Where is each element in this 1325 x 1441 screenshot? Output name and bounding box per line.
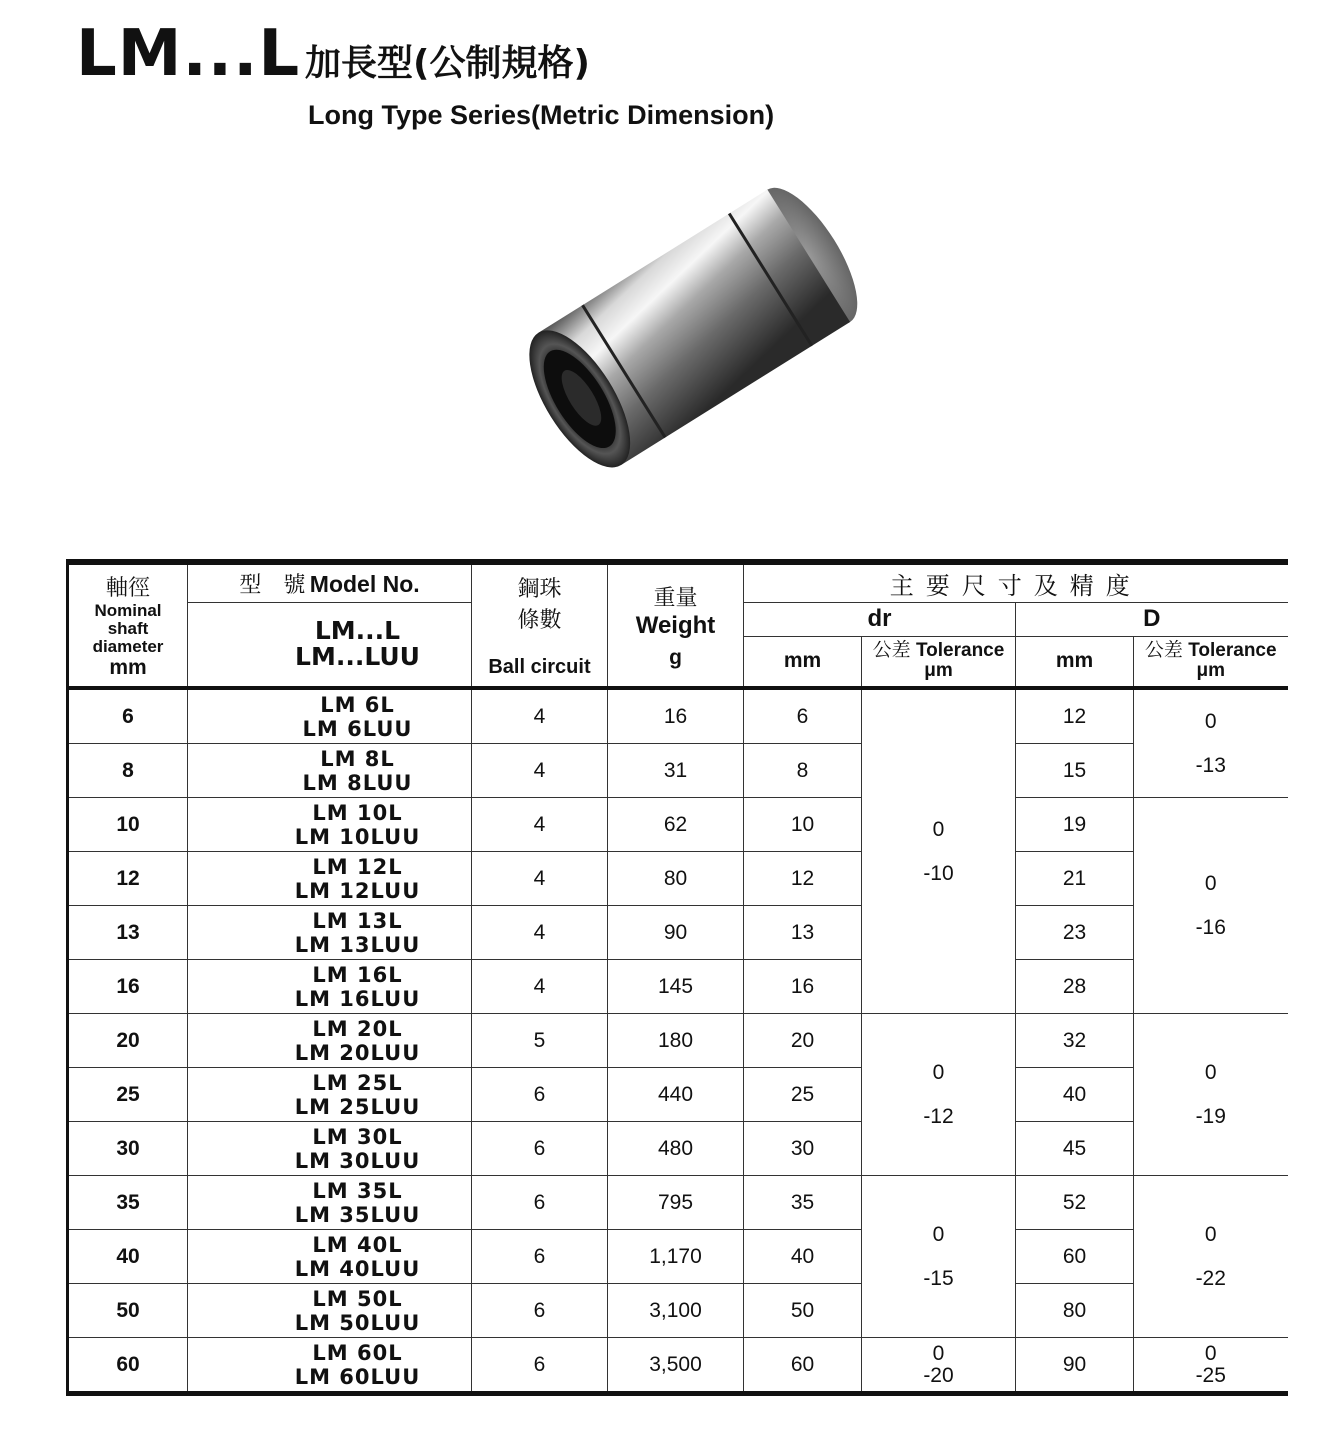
dr-tol-upper: 0 bbox=[932, 1341, 945, 1365]
cell-ball: 4 bbox=[472, 688, 608, 744]
cell-model bbox=[188, 1014, 472, 1068]
table-row bbox=[68, 1338, 1288, 1394]
cell-dr: 35 bbox=[744, 1176, 862, 1230]
cell-ball: 4 bbox=[472, 960, 608, 1014]
cell-D: 90 bbox=[1016, 1338, 1134, 1394]
cell-D: 40 bbox=[1016, 1068, 1134, 1122]
cell-model-luu: LM 12LUU bbox=[294, 878, 421, 903]
spec-table bbox=[66, 559, 1288, 1396]
cell-weight: 1,170 bbox=[608, 1230, 744, 1284]
cell-D-tolerance bbox=[1134, 688, 1288, 798]
dr-tol-lower: -15 bbox=[923, 1266, 954, 1290]
header-shaft-en-3: diameter bbox=[92, 637, 164, 656]
cell-shaft: 50 bbox=[68, 1284, 188, 1338]
cell-dr: 6 bbox=[744, 688, 862, 744]
cell-model-luu: LM 16LUU bbox=[294, 986, 421, 1011]
cell-model bbox=[188, 1284, 472, 1338]
cell-dr: 60 bbox=[744, 1338, 862, 1394]
table-row bbox=[68, 1176, 1288, 1230]
header-D-mm: mm bbox=[1016, 636, 1134, 688]
D-tol-upper: 0 bbox=[1204, 1222, 1217, 1246]
cell-dr: 12 bbox=[744, 852, 862, 906]
cell-D: 32 bbox=[1016, 1014, 1134, 1068]
cell-D: 19 bbox=[1016, 798, 1134, 852]
header-main-dims: 主要尺寸及精度 bbox=[744, 562, 1288, 602]
cell-ball: 5 bbox=[472, 1014, 608, 1068]
cell-dr-tolerance bbox=[862, 1014, 1016, 1176]
D-tol-lower: -13 bbox=[1195, 753, 1226, 777]
cell-weight: 31 bbox=[608, 744, 744, 798]
cell-model-l: LM 13L bbox=[312, 908, 403, 933]
cell-D: 52 bbox=[1016, 1176, 1134, 1230]
page-title-cn: 加長型(公制規格) bbox=[305, 43, 590, 84]
cell-model-luu: LM 25LUU bbox=[294, 1094, 421, 1119]
dr-tol-upper: 0 bbox=[932, 817, 945, 841]
cell-model-l: LM 40L bbox=[312, 1232, 403, 1257]
page-title: LM...L bbox=[76, 17, 301, 91]
cell-dr-tolerance bbox=[862, 1338, 1016, 1394]
cell-model-l: LM 25L bbox=[312, 1070, 403, 1095]
header-ball-cn-2: 條數 bbox=[517, 607, 562, 632]
D-tol-upper: 0 bbox=[1204, 871, 1217, 895]
D-tol-lower: -22 bbox=[1195, 1266, 1226, 1290]
cell-D: 80 bbox=[1016, 1284, 1134, 1338]
header-weight-cn: 重量 bbox=[653, 585, 698, 610]
cell-weight: 440 bbox=[608, 1068, 744, 1122]
header-dr-tol-unit: μm bbox=[924, 660, 953, 682]
cell-D: 12 bbox=[1016, 688, 1134, 744]
dr-tol-lower: -10 bbox=[923, 861, 954, 885]
header-D-tol-unit: μm bbox=[1196, 660, 1226, 682]
cell-shaft: 40 bbox=[68, 1230, 188, 1284]
dr-tol-upper: 0 bbox=[932, 1222, 945, 1246]
header-D-tolerance bbox=[1134, 636, 1288, 688]
header-dr-tol-cn: 公差 bbox=[872, 640, 911, 662]
cell-model bbox=[188, 852, 472, 906]
cell-model-luu: LM 30LUU bbox=[294, 1148, 421, 1173]
cell-model-l: LM 10L bbox=[312, 800, 403, 825]
cell-ball: 6 bbox=[472, 1176, 608, 1230]
cell-model-luu: LM 40LUU bbox=[294, 1256, 421, 1281]
cell-model-l: LM 60L bbox=[312, 1340, 403, 1365]
D-tol-lower: -25 bbox=[1195, 1363, 1226, 1387]
header-D-tol-cn: 公差 bbox=[1144, 640, 1183, 662]
table-body bbox=[68, 688, 1288, 1394]
table-row bbox=[68, 798, 1288, 852]
cell-weight: 62 bbox=[608, 798, 744, 852]
cell-dr-tolerance bbox=[862, 688, 1016, 1014]
cell-model-luu: LM 6LUU bbox=[302, 716, 413, 741]
cell-weight: 480 bbox=[608, 1122, 744, 1176]
cell-dr: 8 bbox=[744, 744, 862, 798]
cell-shaft: 30 bbox=[68, 1122, 188, 1176]
dr-tol-upper: 0 bbox=[932, 1060, 945, 1084]
cell-model-luu: LM 10LUU bbox=[294, 824, 421, 849]
cell-weight: 16 bbox=[608, 688, 744, 744]
cell-D: 28 bbox=[1016, 960, 1134, 1014]
D-tol-lower: -19 bbox=[1195, 1104, 1226, 1128]
header-D: D bbox=[1016, 602, 1288, 636]
cell-dr: 40 bbox=[744, 1230, 862, 1284]
cell-shaft: 8 bbox=[68, 744, 188, 798]
cell-D: 60 bbox=[1016, 1230, 1134, 1284]
cell-weight: 80 bbox=[608, 852, 744, 906]
cell-model-luu: LM 60LUU bbox=[294, 1364, 421, 1389]
header-D-tol-en: Tolerance bbox=[1188, 640, 1277, 662]
cell-ball: 6 bbox=[472, 1068, 608, 1122]
cell-weight: 90 bbox=[608, 906, 744, 960]
cell-ball: 4 bbox=[472, 744, 608, 798]
header-dr-tol-en: Tolerance bbox=[915, 640, 1005, 662]
cell-D-tolerance bbox=[1134, 1176, 1288, 1338]
cell-model bbox=[188, 906, 472, 960]
cell-ball: 6 bbox=[472, 1284, 608, 1338]
cell-model-luu: LM 13LUU bbox=[294, 932, 421, 957]
cell-model-l: LM 6L bbox=[320, 692, 395, 717]
cell-ball: 4 bbox=[472, 852, 608, 906]
header-model-series-l: LM...L bbox=[314, 616, 401, 646]
cell-ball: 6 bbox=[472, 1122, 608, 1176]
cell-weight: 145 bbox=[608, 960, 744, 1014]
header-shaft-unit: mm bbox=[109, 656, 147, 679]
linear-bearing-photo-icon bbox=[500, 180, 880, 480]
cell-model bbox=[188, 744, 472, 798]
header-ball-en: Ball circuit bbox=[488, 656, 591, 678]
cell-shaft: 35 bbox=[68, 1176, 188, 1230]
table-row bbox=[68, 688, 1288, 744]
cell-dr: 30 bbox=[744, 1122, 862, 1176]
cell-shaft: 60 bbox=[68, 1338, 188, 1394]
header-shaft bbox=[68, 562, 188, 688]
cell-D-tolerance bbox=[1134, 1014, 1288, 1176]
header-shaft-en-2: shaft bbox=[107, 619, 149, 638]
cell-model-luu: LM 8LUU bbox=[302, 770, 413, 795]
D-tol-upper: 0 bbox=[1204, 1341, 1217, 1365]
cell-model bbox=[188, 960, 472, 1014]
cell-D: 23 bbox=[1016, 906, 1134, 960]
cell-model bbox=[188, 1230, 472, 1284]
cell-dr-tolerance bbox=[862, 1176, 1016, 1338]
header-model-cn: 型 號 bbox=[239, 571, 306, 597]
cell-model bbox=[188, 798, 472, 852]
table-row bbox=[68, 1284, 1288, 1338]
header-ball-cn-1: 鋼珠 bbox=[517, 576, 562, 601]
dr-tol-lower: -12 bbox=[923, 1104, 954, 1128]
header-model-series bbox=[188, 602, 472, 688]
cell-model-l: LM 30L bbox=[312, 1124, 403, 1149]
header-dr-mm: mm bbox=[744, 636, 862, 688]
header-weight bbox=[608, 562, 744, 688]
dr-tol-lower: -20 bbox=[923, 1363, 954, 1387]
cell-dr: 13 bbox=[744, 906, 862, 960]
table-row bbox=[68, 744, 1288, 798]
table-row bbox=[68, 1230, 1288, 1284]
D-tol-upper: 0 bbox=[1204, 709, 1217, 733]
cell-shaft: 25 bbox=[68, 1068, 188, 1122]
cell-model bbox=[188, 1122, 472, 1176]
cell-weight: 795 bbox=[608, 1176, 744, 1230]
cell-ball: 4 bbox=[472, 798, 608, 852]
cell-dr: 10 bbox=[744, 798, 862, 852]
D-tol-lower: -16 bbox=[1195, 915, 1226, 939]
cell-model-l: LM 20L bbox=[312, 1016, 403, 1041]
table-row bbox=[68, 960, 1288, 1014]
cell-model bbox=[188, 1176, 472, 1230]
D-tol-upper: 0 bbox=[1204, 1060, 1217, 1084]
header-model-en: Model No. bbox=[309, 570, 420, 597]
header-dr: dr bbox=[744, 602, 1016, 636]
cell-D: 21 bbox=[1016, 852, 1134, 906]
cell-model-luu: LM 35LUU bbox=[294, 1202, 421, 1227]
cell-dr: 25 bbox=[744, 1068, 862, 1122]
cell-ball: 6 bbox=[472, 1338, 608, 1394]
cell-shaft: 16 bbox=[68, 960, 188, 1014]
table-row bbox=[68, 852, 1288, 906]
table-row bbox=[68, 1014, 1288, 1068]
cell-D-tolerance bbox=[1134, 798, 1288, 1014]
cell-model-l: LM 8L bbox=[320, 746, 395, 771]
header-shaft-en-1: Nominal bbox=[94, 601, 162, 620]
cell-D: 15 bbox=[1016, 744, 1134, 798]
header-ball bbox=[472, 562, 608, 688]
table-row bbox=[68, 1068, 1288, 1122]
cell-weight: 3,100 bbox=[608, 1284, 744, 1338]
cell-model-l: LM 12L bbox=[312, 854, 403, 879]
cell-D: 45 bbox=[1016, 1122, 1134, 1176]
table-row bbox=[68, 1122, 1288, 1176]
cell-model-luu: LM 20LUU bbox=[294, 1040, 421, 1065]
cell-weight: 3,500 bbox=[608, 1338, 744, 1394]
header-weight-en: Weight bbox=[635, 612, 716, 639]
cell-model bbox=[188, 688, 472, 744]
header-dr-tolerance bbox=[862, 636, 1016, 688]
page-subtitle: Long Type Series(Metric Dimension) bbox=[308, 100, 775, 130]
cell-dr: 50 bbox=[744, 1284, 862, 1338]
header-shaft-cn: 軸徑 bbox=[105, 575, 150, 600]
cell-dr: 16 bbox=[744, 960, 862, 1014]
cell-model-l: LM 35L bbox=[312, 1178, 403, 1203]
header-model-series-luu: LM...LUU bbox=[295, 642, 420, 672]
cell-D-tolerance bbox=[1134, 1338, 1288, 1394]
cell-ball: 6 bbox=[472, 1230, 608, 1284]
cell-model-l: LM 16L bbox=[312, 962, 403, 987]
cell-model-l: LM 50L bbox=[312, 1286, 403, 1311]
cell-model bbox=[188, 1338, 472, 1394]
header-model bbox=[188, 562, 472, 602]
cell-dr: 20 bbox=[744, 1014, 862, 1068]
header-weight-unit: g bbox=[669, 646, 682, 669]
cell-shaft: 20 bbox=[68, 1014, 188, 1068]
cell-weight: 180 bbox=[608, 1014, 744, 1068]
cell-ball: 4 bbox=[472, 906, 608, 960]
table-row bbox=[68, 906, 1288, 960]
cell-shaft: 6 bbox=[68, 688, 188, 744]
cell-model bbox=[188, 1068, 472, 1122]
cell-shaft: 12 bbox=[68, 852, 188, 906]
cell-shaft: 13 bbox=[68, 906, 188, 960]
cell-model-luu: LM 50LUU bbox=[294, 1310, 421, 1335]
cell-shaft: 10 bbox=[68, 798, 188, 852]
